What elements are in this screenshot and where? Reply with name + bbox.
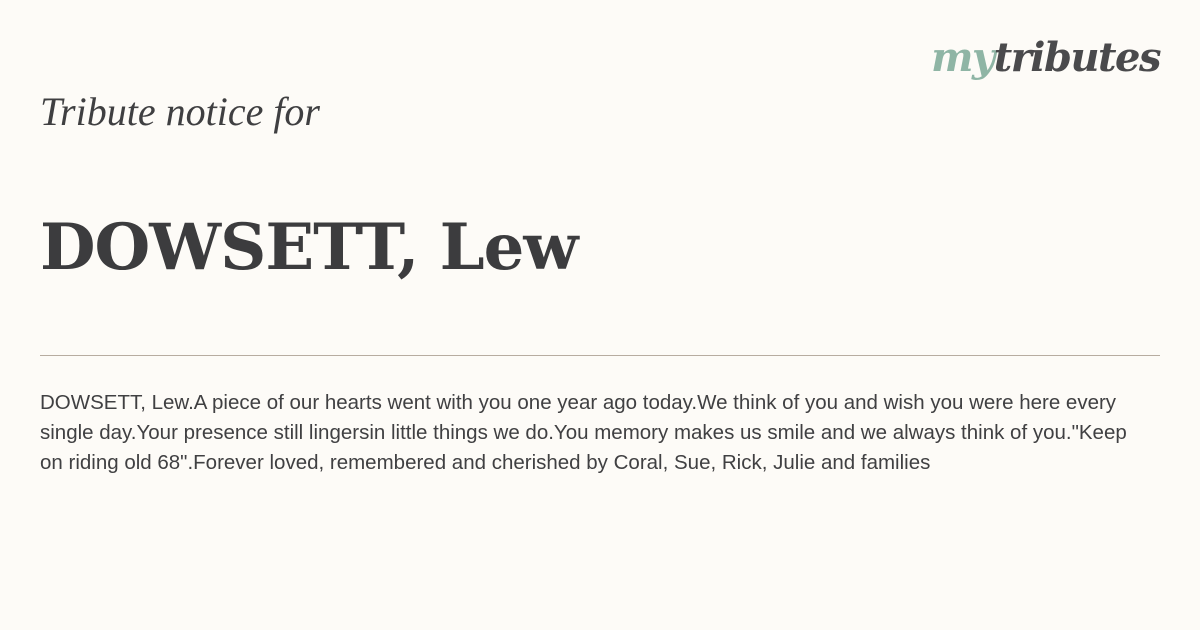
logo-my: my: [931, 34, 994, 81]
tribute-notice-heading: Tribute notice for: [40, 89, 320, 134]
mytributes-logo[interactable]: [931, 32, 1160, 84]
tribute-message: DOWSETT, Lew.A piece of our hearts went with you one year ago today.We think of you and wish you were here every single day.Your presence still lingersin little things we do.You memory makes us smile and we always think of you."Keep on riding old 68".Forever loved, remembered and cherished by Coral, Sue, Rick, Julie and families: [40, 391, 1127, 474]
logo-tributes: tributes: [993, 34, 1160, 81]
deceased-name: DOWSETT, Lew: [40, 210, 578, 285]
divider: [40, 355, 1160, 356]
